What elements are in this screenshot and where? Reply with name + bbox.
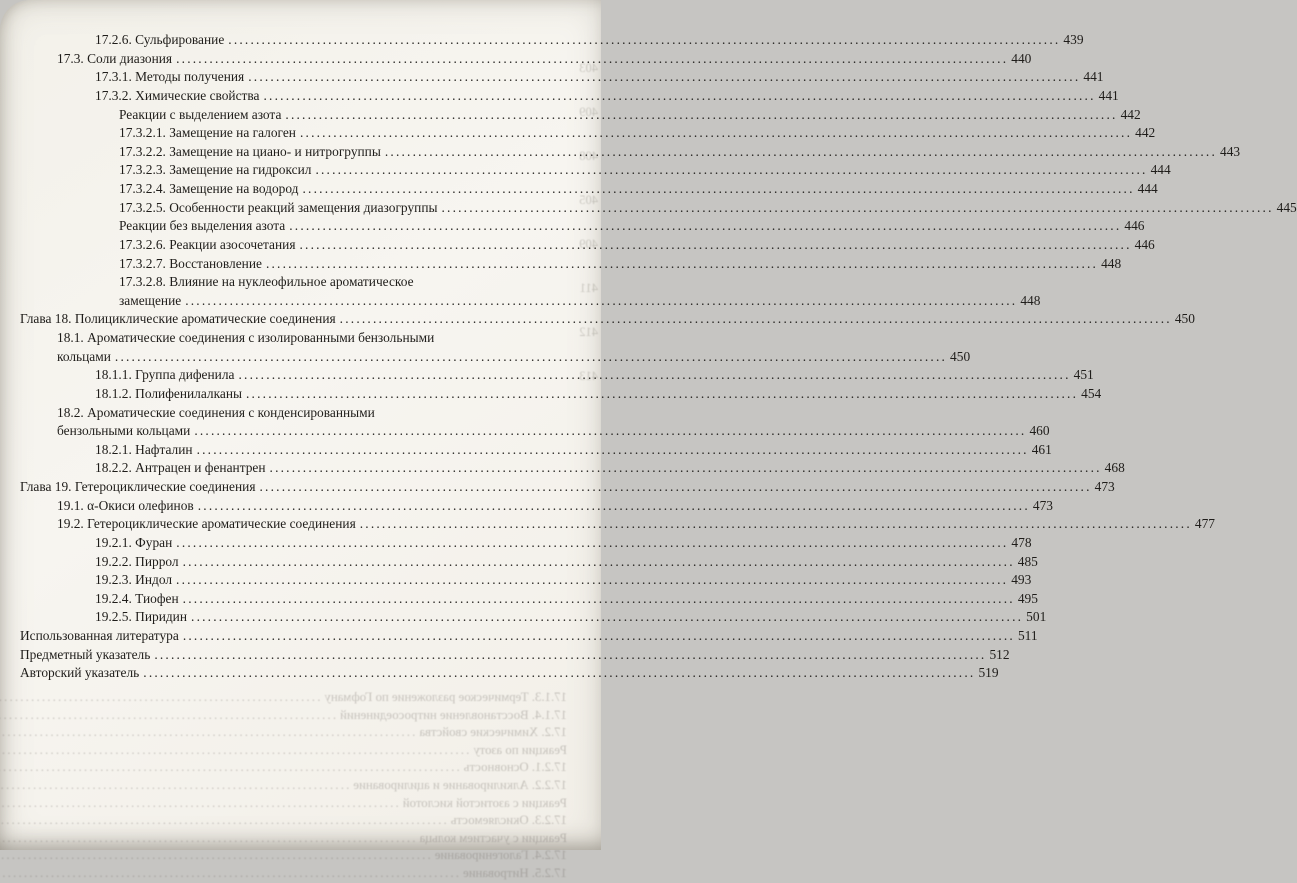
toc-entry: [20, 255, 1122, 274]
toc-page-number: 512: [989, 646, 1010, 662]
toc-dot-leader: [143, 664, 975, 683]
showthrough-line: [30, 847, 567, 865]
showthrough-line: [30, 759, 567, 777]
showthrough-line: [30, 777, 567, 795]
showthrough-page-number: 411: [579, 281, 598, 295]
toc-entry-text: Реакции с выделением азота: [119, 106, 282, 122]
toc-entry-text: Глава 19. Гетероциклические соединения: [20, 479, 256, 494]
toc-page-number: 460: [1029, 423, 1050, 439]
toc-entry-text: Глава 18. Полициклические ароматические соединения: [20, 311, 336, 327]
toc-entry-text: 17.3.2.4. Замещение на водород: [119, 181, 299, 196]
showthrough-page-number: 412: [579, 325, 598, 339]
toc-dot-leader: [176, 571, 1008, 590]
toc-dot-leader: [300, 124, 1132, 143]
toc-page-number: 443: [1220, 143, 1241, 159]
showthrough-dot-leader: [0, 689, 320, 707]
toc-page-number: 441: [1098, 87, 1119, 103]
showthrough-line-text: Реакции по азоту: [473, 742, 567, 757]
toc-page-number: 445: [1276, 199, 1297, 215]
toc-entry: [20, 348, 971, 367]
showthrough-page-number: 405: [579, 193, 598, 207]
showthrough-dot-leader: [0, 865, 459, 883]
toc-entry-text: 18.1. Ароматические соединения с изолированными бензольными: [57, 330, 435, 345]
toc-dot-leader: [183, 590, 1015, 609]
toc-page-number: 448: [1101, 255, 1122, 271]
toc-entry-text: 19.2.1. Фуран: [95, 534, 173, 550]
toc-page-number: 441: [1083, 69, 1104, 85]
toc-page-number: 495: [1017, 590, 1038, 606]
toc-page-number: 485: [1017, 553, 1038, 569]
toc-entry-text: 18.2.1. Нафталин: [95, 441, 193, 457]
showthrough-line-text: 17.2.3. Окисляемость: [450, 813, 567, 828]
showthrough-line-text: 17.2.5. Нитрование: [463, 865, 567, 880]
toc-dot-leader: [441, 199, 1273, 218]
showthrough-line: [30, 724, 567, 742]
showthrough-line-text: Реакции с участием кольца: [419, 830, 567, 845]
toc-dot-leader: [340, 310, 1172, 329]
toc-dot-leader: [154, 646, 986, 665]
toc-dot-leader: [315, 161, 1147, 180]
toc-entry-text: 17.3. Соли диазония: [57, 50, 173, 66]
toc-entry: [20, 478, 1115, 497]
toc-page-number: 444: [1137, 181, 1158, 196]
showthrough-page-number: 409: [579, 237, 598, 251]
toc-page-number: 442: [1120, 106, 1141, 122]
showthrough-dot-leader: [0, 759, 460, 777]
toc-entry-text: 19.2.4. Тиофен: [95, 590, 179, 606]
toc-page-number: 439: [1063, 32, 1084, 47]
toc-entry-text: 17.3.2.1. Замещение на галоген: [119, 125, 296, 141]
toc-dot-leader: [360, 515, 1192, 534]
toc-page-number: 450: [1174, 311, 1195, 327]
toc-page-number: 446: [1124, 218, 1145, 234]
toc-dot-leader: [183, 553, 1015, 572]
toc-entry-text: 17.3.1. Методы получения: [95, 69, 245, 85]
toc-entry-text: 19.1. α-Окиси олефинов: [57, 497, 194, 513]
toc-entry: [20, 422, 1050, 441]
toc-dot-leader: [183, 627, 1015, 646]
toc-page-number: 501: [1026, 609, 1047, 625]
toc-dot-leader: [238, 366, 1070, 385]
toc-entry-text: 18.2. Ароматические соединения с конденсированными: [57, 404, 375, 420]
toc-entry-text: 19.2.5. Пиридин: [95, 609, 188, 625]
toc-dot-leader: [270, 459, 1102, 478]
toc-page-number: 468: [1104, 460, 1125, 476]
toc-entry-text: 18.2.2. Антрацен и фенантрен: [95, 460, 266, 476]
toc-entry-text: 18.1.2. Полифенилалканы: [95, 385, 242, 401]
toc-dot-leader: [191, 608, 1023, 627]
toc-entry-text: 18.1.1. Группа дифенила: [95, 367, 235, 383]
toc-entry-text: 17.3.2.8. Влияние на нуклеофильное ароматическое: [119, 274, 414, 290]
showthrough-line: [30, 865, 567, 883]
showthrough-page-number: 413: [579, 369, 598, 383]
showthrough-line-text: 17.2.1. Основность: [463, 760, 567, 775]
toc-entry-text: 17.2.6. Сульфирование: [95, 32, 225, 47]
showthrough-dot-leader: [0, 812, 447, 830]
toc-entry: [20, 31, 1084, 50]
toc-entry: [20, 627, 1038, 646]
showthrough-line-text: 17.1.4. Восстановление нитросоединений: [340, 707, 567, 722]
toc-entry-text: 19.2.2. Пиррол: [95, 553, 179, 569]
toc-page-number: 442: [1135, 125, 1156, 141]
toc-entry-text: Реакции без выделения азота: [119, 218, 286, 234]
toc-page-number: 444: [1150, 162, 1171, 178]
toc-page-number: 461: [1031, 441, 1052, 457]
toc-entry: [20, 646, 1010, 665]
toc-dot-leader: [176, 50, 1008, 69]
toc-entry: [20, 87, 1119, 106]
showthrough-dot-leader: [0, 742, 469, 760]
showthrough-dot-leader: [0, 707, 336, 725]
toc-entry-text: 17.3.2.6. Реакции азосочетания: [119, 236, 296, 252]
toc-page-number: 450: [950, 348, 971, 364]
toc-page-number: 451: [1073, 367, 1094, 383]
toc-page-number: 493: [1011, 572, 1032, 588]
toc-entry: [20, 553, 1038, 572]
toc-dot-leader: [260, 478, 1092, 497]
toc-entry: [20, 497, 1053, 516]
toc-entry: [20, 459, 1125, 478]
toc-entry-text: 19.2.3. Индол: [95, 572, 173, 588]
toc-entry: [20, 217, 1145, 236]
toc-entry: [20, 571, 1032, 590]
toc-page-number: 446: [1134, 236, 1155, 252]
toc-page-number: 473: [1032, 497, 1053, 513]
toc-dot-leader: [194, 422, 1026, 441]
showthrough-page-number: 403: [579, 61, 598, 75]
toc-dot-leader: [385, 143, 1217, 162]
showthrough-line: [30, 742, 567, 760]
showthrough-line: [30, 812, 567, 830]
showthrough-text-block: [30, 689, 567, 883]
toc-page-number: 448: [1020, 292, 1041, 308]
showthrough-line: [30, 689, 567, 707]
toc-entry-text: 17.3.2.5. Особенности реакций замещения диазогруппы: [119, 199, 438, 215]
showthrough-line-text: Реакции с азотистой кислотой: [402, 795, 567, 810]
showthrough-line: [30, 830, 567, 848]
toc-dot-leader: [248, 68, 1080, 87]
toc-dot-leader: [185, 292, 1017, 311]
showthrough-dot-leader: [0, 795, 399, 813]
toc-dot-leader: [303, 180, 1135, 199]
toc-page-number: 440: [1011, 50, 1032, 66]
toc-entry: [20, 515, 1215, 534]
toc-entry-text: замещение: [119, 292, 182, 308]
toc-page-number: 519: [978, 665, 999, 681]
showthrough-line: [30, 707, 567, 725]
showthrough-dot-leader: [0, 724, 415, 742]
toc-dot-leader: [246, 385, 1078, 404]
toc-page-number: 454: [1081, 385, 1102, 401]
toc-page-number: 477: [1194, 516, 1215, 532]
toc-entry: [20, 273, 577, 292]
toc-entry-text: бензольными кольцами: [57, 423, 191, 439]
toc-entry: [20, 292, 1041, 311]
showthrough-line-text: 17.2.2. Алкилирование и ацилирование: [353, 777, 567, 792]
toc-entry-text: 17.3.2. Химические свойства: [95, 87, 260, 103]
toc-entry: [20, 180, 1158, 199]
toc-dot-leader: [300, 236, 1132, 255]
toc-entry: [20, 329, 577, 348]
toc-dot-leader: [285, 106, 1117, 125]
toc-dot-leader: [115, 348, 947, 367]
toc-page-number: 511: [1017, 628, 1038, 643]
toc-entry-text: 19.2. Гетероциклические ароматические соединения: [57, 516, 356, 532]
toc-entry: [20, 310, 1195, 329]
toc-entry-text: 17.3.2.2. Замещение на циано- и нитрогруппы: [119, 143, 381, 159]
toc-entry: [20, 124, 1156, 143]
toc-entry-text: 17.3.2.3. Замещение на гидроксил: [119, 162, 312, 178]
toc-entry: [20, 590, 1038, 609]
toc-entry: [20, 534, 1032, 553]
showthrough-dot-leader: [0, 847, 431, 865]
toc-dot-leader: [176, 534, 1008, 553]
showthrough-line-text: 17.1.3. Термическое разложение по Гофману: [324, 690, 567, 704]
toc-entry-text: Авторский указатель: [20, 665, 140, 681]
toc-entry: [20, 608, 1047, 627]
toc-entry-text: 17.3.2.7. Восстановление: [119, 255, 262, 271]
toc-entry-text: Использованная литература: [20, 628, 179, 643]
showthrough-line: [30, 795, 567, 813]
toc-dot-leader: [266, 255, 1098, 274]
toc-entry-text: кольцами: [57, 348, 111, 364]
toc-dot-leader: [228, 31, 1060, 50]
showthrough-dot-leader: [0, 830, 416, 848]
toc-entry: [20, 664, 999, 683]
showthrough-page-number: 408: [579, 149, 598, 163]
toc-entry: [20, 441, 1052, 460]
toc-entry: [20, 161, 1171, 180]
toc-entry-text: Предметный указатель: [20, 646, 151, 662]
toc-dot-leader: [264, 87, 1096, 106]
toc-entry: [20, 404, 577, 423]
showthrough-page-number: 409: [579, 105, 598, 119]
toc-entry: [20, 385, 1102, 404]
toc-dot-leader: [197, 441, 1029, 460]
toc-page-number: 473: [1094, 479, 1115, 494]
showthrough-dot-leader: [0, 777, 349, 795]
toc-page-number: 478: [1011, 534, 1032, 550]
toc-dot-leader: [198, 497, 1030, 516]
showthrough-line-text: 17.2.4. Галогенирование: [434, 848, 567, 863]
showthrough-line-text: 17.2. Химические свойства: [419, 725, 567, 740]
toc-dot-leader: [289, 217, 1121, 236]
